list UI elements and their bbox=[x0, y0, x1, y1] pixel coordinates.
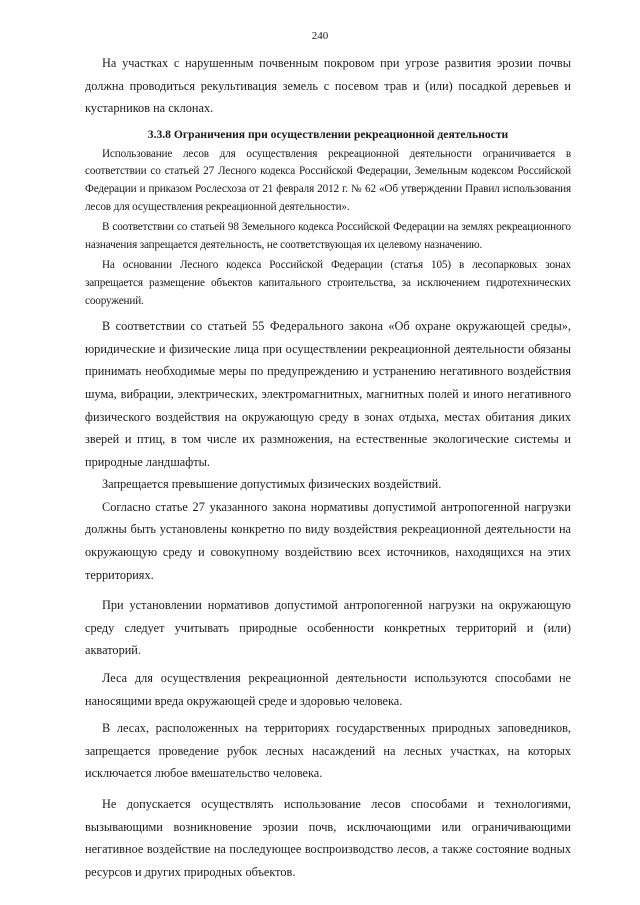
paragraph-forest-use-restriction: Использование лесов для осуществления рекреационной деятельности ограничивается в соответствии со статьей 27 Лесного кодекса Российской Федерации, Земельным кодексом Российской Федерации и приказом Рослесхоза от 21 февраля 2012 г. № 62 «Об утверждении Правил использования лесов для осуществления рекреационной деятельности». bbox=[85, 147, 571, 213]
paragraph-harmless-methods: Леса для осуществления рекреационной деятельности используются способами не наносящими вреда окружающей среде и здоровью человека. bbox=[85, 671, 571, 708]
paragraph-anthropogenic-load-norms: Согласно статье 27 указанного закона нормативы допустимой антропогенной нагрузки должны быть установлены конкретно по виду воздействия рекреационной деятельности на окружающую среду и совокупному воздействию всех источников, находящихся на этих территориях. bbox=[85, 499, 571, 582]
paragraph-erosion-prevention: Не допускается осуществлять использование лесов способами и технологиями, вызывающими возникновение эрозии почв, исключающими или ограничивающими негативное воздействие на последующее воспроизводство лесов, а также состояние водных ресурсов и других природных объектов. bbox=[85, 797, 571, 879]
page-content bbox=[85, 52, 571, 883]
paragraph-physical-impact-prohibition: Запрещается превышение допустимых физических воздействий. bbox=[102, 477, 442, 492]
paragraph-forest-code-article-105: На основании Лесного кодекса Российской Федерации (статья 105) в лесопарковых зонах запрещается размещение объектов капитального строительства, за исключением гидротехнических сооружений. bbox=[85, 259, 571, 307]
paragraph-soil-recultivation: На участках с нарушенным почвенным покровом при угрозе развития эрозии почвы должна проводиться рекультивация земель с посевом трав и (или) посадкой деревьев и кустарников на склонах. bbox=[85, 56, 571, 116]
paragraph-environment-law-article-55: В соответствии со статьей 55 Федерального закона «Об охране окружающей среды», юридические и физические лица при осуществлении рекреационной деятельности обязаны принимать необходимые меры по предупреждению и устранению негативного воздействия шума, вибрации, электрических, электромагнитных, магнитных полей и иного негативного физического воздействия на окружающую среду в зонах отдыха, местах обитания диких зверей и птиц, в том числе их размножения, на естественные экологические системы и природные ландшафты. bbox=[85, 319, 571, 469]
paragraph-natural-features: При установлении нормативов допустимой антропогенной нагрузки на окружающую среду следует учитывать природные особенности конкретных территорий и (или) акваторий. bbox=[85, 598, 571, 658]
paragraph-nature-reserves: В лесах, расположенных на территориях государственных природных заповедников, запрещается проведение рубок лесных насаждений на лесных участках, на которых исключается любое вмешательство человека. bbox=[85, 721, 571, 781]
paragraph-land-code-article-98: В соответствии со статьей 98 Земельного кодекса Российской Федерации на землях рекреационного назначения запрещается деятельность, не соответствующая их целевому назначению. bbox=[85, 221, 571, 251]
page-number: 240 bbox=[311, 30, 329, 42]
section-heading: 3.3.8 Ограничения при осуществлении рекреационной деятельности bbox=[147, 127, 509, 141]
